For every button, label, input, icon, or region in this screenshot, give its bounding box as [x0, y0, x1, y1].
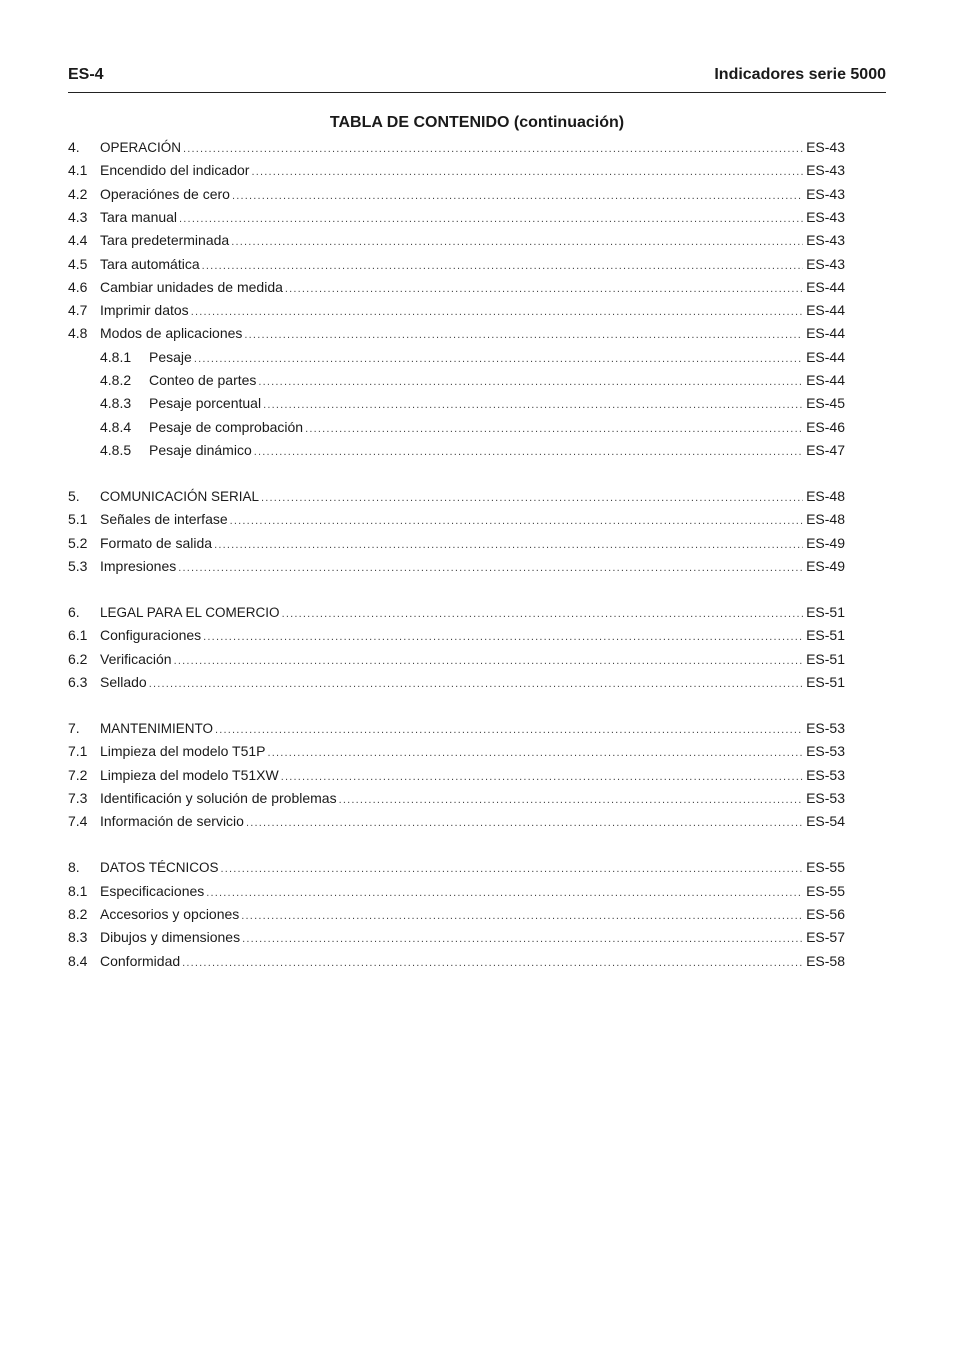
toc-entry[interactable] — [68, 253, 845, 275]
dot-leader — [221, 858, 804, 880]
dot-leader — [254, 441, 803, 463]
toc-entry[interactable] — [68, 787, 845, 809]
toc-entry-page: ES-44 — [806, 372, 845, 388]
toc-entry-number: 7.1 — [68, 743, 88, 760]
dot-leader — [261, 487, 803, 509]
toc-entry[interactable] — [68, 555, 845, 577]
toc-entry-page: ES-54 — [806, 813, 845, 830]
toc-entry-title: Modos de aplicaciones — [100, 325, 243, 342]
toc-entry-page: ES-45 — [806, 395, 845, 412]
toc-entry[interactable] — [68, 183, 845, 205]
toc-entry[interactable] — [68, 508, 845, 530]
dot-leader — [268, 742, 804, 764]
toc-entry-title: Conformidad — [100, 952, 181, 969]
dot-leader — [282, 603, 804, 625]
toc-entry-number: 4.8.4 — [100, 418, 132, 435]
dot-leader — [182, 952, 803, 974]
toc-entry-title: Cambiar unidades de medida — [100, 278, 283, 295]
toc-entry-number: 4.8.5 — [100, 441, 132, 458]
dot-leader — [263, 394, 803, 416]
dot-leader — [202, 255, 803, 277]
toc-entry-title: Tara predeterminada — [100, 232, 230, 249]
toc-entry[interactable] — [68, 880, 845, 902]
toc-entry-title: Información de servicio — [100, 813, 244, 830]
dot-leader — [339, 789, 804, 811]
toc-entry-number: 6.3 — [68, 673, 88, 690]
toc-entry-title: Pesaje porcentual — [149, 395, 262, 412]
page-code: ES-4 — [68, 66, 104, 83]
dot-leader — [178, 557, 803, 579]
toc-entry-page: ES-43 — [806, 232, 845, 249]
toc-entry-number: 4.8.2 — [100, 372, 132, 388]
toc-entry-title: OPERACIÓN — [100, 140, 182, 155]
toc-entry[interactable] — [68, 856, 845, 878]
toc-entry[interactable] — [68, 206, 845, 228]
toc-entry-number: 4.7 — [68, 302, 88, 319]
toc-entry-title: Accesorios y opciones — [100, 905, 240, 922]
toc-entry-page: ES-43 — [806, 162, 845, 179]
toc-entry-title: Pesaje — [149, 348, 192, 365]
toc-entry-title: Conteo de partes — [149, 372, 257, 388]
dot-leader — [241, 905, 803, 927]
toc-entry-title: Configuraciones — [100, 627, 202, 644]
toc-entry[interactable] — [68, 346, 845, 368]
toc-entry[interactable] — [68, 717, 845, 739]
toc-entry-number: 4.5 — [68, 255, 88, 272]
toc-entry[interactable] — [68, 950, 845, 972]
toc-entry-title: Identificación y solución de problemas — [100, 789, 337, 806]
toc-entry-title: Imprimir datos — [100, 302, 189, 319]
toc-entry-title: Dibujos y dimensiones — [100, 929, 241, 946]
dot-leader — [232, 185, 803, 207]
toc-entry-page: ES-46 — [806, 418, 845, 435]
toc-entry-title: Impresiones — [100, 557, 177, 574]
toc-entry-page: ES-51 — [806, 604, 845, 620]
toc-entry-number: 6. — [68, 604, 80, 620]
header-divider — [68, 92, 886, 93]
toc-entry[interactable] — [68, 648, 845, 670]
toc-entry[interactable] — [68, 740, 845, 762]
toc-entry-number: 4. — [68, 139, 80, 155]
toc-entry-number: 7.2 — [68, 766, 88, 783]
toc-entry-page: ES-55 — [806, 882, 845, 899]
toc-entry[interactable] — [68, 392, 845, 414]
toc-entry-page: ES-53 — [806, 766, 845, 783]
toc-entry-page: ES-51 — [806, 650, 845, 667]
dot-leader — [179, 208, 803, 230]
dot-leader — [281, 766, 803, 788]
toc-entry-page: ES-48 — [806, 488, 845, 504]
toc-entry-title: Tara automática — [100, 255, 200, 272]
toc-entry-title: COMUNICACIÓN SERIAL — [100, 489, 260, 504]
toc-entry-title: Pesaje de comprobación — [149, 418, 304, 435]
toc-entry[interactable] — [68, 485, 845, 507]
dot-leader — [305, 418, 803, 440]
toc-entry-number: 5.3 — [68, 557, 88, 574]
toc-entry-number: 4.8 — [68, 325, 88, 342]
toc-entry-page: ES-51 — [806, 627, 845, 644]
toc-entry[interactable] — [68, 369, 845, 391]
toc-entry[interactable] — [68, 926, 845, 948]
toc-entry-number: 5.1 — [68, 511, 88, 528]
dot-leader — [206, 882, 803, 904]
toc-entry[interactable] — [68, 299, 845, 321]
toc-entry-title: Verificación — [100, 650, 172, 667]
toc-entry-page: ES-51 — [806, 673, 845, 690]
toc-entry-page: ES-43 — [806, 185, 845, 202]
toc-entry-title: Tara manual — [100, 208, 178, 225]
toc-entry[interactable] — [68, 136, 845, 158]
dot-leader — [183, 138, 803, 160]
toc-entry[interactable] — [68, 229, 845, 251]
toc-entry-page: ES-44 — [806, 278, 845, 295]
dot-leader — [251, 161, 803, 183]
toc-entry-page: ES-44 — [806, 325, 845, 342]
toc-entry-page: ES-44 — [806, 302, 845, 319]
toc-entry[interactable] — [68, 624, 845, 646]
dot-leader — [174, 650, 803, 672]
toc-entry-number: 8.3 — [68, 929, 88, 946]
toc-entry-title: Especificaciones — [100, 882, 205, 899]
toc-entry[interactable] — [68, 903, 845, 925]
toc-entry-number: 5. — [68, 488, 80, 504]
toc-entry-title: Pesaje dinámico — [149, 441, 252, 458]
toc-entry-page: ES-43 — [806, 255, 845, 272]
toc-entry-page: ES-53 — [806, 789, 845, 806]
toc-entry-number: 8.4 — [68, 952, 88, 969]
toc-entry-number: 4.8.1 — [100, 348, 132, 365]
toc-entry-page: ES-56 — [806, 905, 845, 922]
toc-entry-number: 4.4 — [68, 232, 88, 249]
dot-leader — [194, 348, 803, 370]
toc-entry-title: Señales de interfase — [100, 511, 228, 528]
toc-entry[interactable] — [68, 601, 845, 623]
toc-entry-page: ES-58 — [806, 952, 845, 969]
toc-entry[interactable] — [68, 159, 845, 181]
dot-leader — [215, 719, 803, 741]
toc-entry-page: ES-53 — [806, 720, 845, 736]
toc-entry-page: ES-48 — [806, 511, 845, 528]
toc-entry[interactable] — [68, 764, 845, 786]
dot-leader — [244, 324, 803, 346]
page-header — [68, 66, 886, 90]
toc-entry-title: Limpieza del modelo T51XW — [100, 766, 279, 783]
toc-entry-number: 4.1 — [68, 162, 88, 179]
toc-entry-page: ES-53 — [806, 743, 845, 760]
toc-entry-title: Operaciónes de cero — [100, 185, 230, 202]
dot-leader — [230, 510, 803, 532]
toc-entry-title: LEGAL PARA EL COMERCIO — [100, 605, 280, 620]
toc-entry-number: 4.8.3 — [100, 395, 132, 412]
toc-entry[interactable] — [68, 439, 845, 461]
toc-entry-title: Limpieza del modelo T51P — [100, 743, 266, 760]
toc-entry-page: ES-43 — [806, 208, 845, 225]
toc-entry-page: ES-57 — [806, 929, 845, 946]
toc-title: TABLA DE CONTENIDO (continuación) — [329, 114, 625, 131]
toc-entry[interactable] — [68, 810, 845, 832]
toc-entry[interactable] — [68, 416, 845, 438]
toc-entry-number: 8.1 — [68, 882, 88, 899]
toc-entry-page: ES-44 — [806, 348, 845, 365]
toc-entry-page: ES-43 — [806, 139, 845, 155]
toc-entry-page: ES-47 — [806, 441, 845, 458]
toc-entry-number: 4.6 — [68, 278, 88, 295]
dot-leader — [285, 278, 803, 300]
dot-leader — [231, 231, 803, 253]
dot-leader — [242, 928, 803, 950]
toc-entry-number: 8.2 — [68, 905, 88, 922]
dot-leader — [149, 673, 803, 695]
toc-entry[interactable] — [68, 322, 845, 344]
dot-leader — [246, 812, 803, 834]
toc-entry-page: ES-49 — [806, 534, 845, 551]
toc-entry-page: ES-55 — [806, 859, 845, 876]
toc-entry-title: MANTENIMIENTO — [100, 721, 214, 736]
dot-leader — [203, 626, 803, 648]
dot-leader — [214, 534, 803, 556]
toc-entry[interactable] — [68, 276, 845, 298]
toc-entry[interactable] — [68, 532, 845, 554]
toc-entry-number: 6.1 — [68, 627, 88, 644]
toc-entry-number: 5.2 — [68, 534, 88, 551]
toc-entry[interactable] — [68, 671, 845, 693]
toc-entry-title: Sellado — [100, 673, 147, 690]
dot-leader — [191, 301, 803, 323]
document-title: Indicadores serie 5000 — [714, 66, 886, 83]
dot-leader — [258, 371, 803, 393]
toc-entry-number: 7.3 — [68, 789, 88, 806]
toc-entry-title: Formato de salida — [100, 534, 213, 551]
toc-entry-number: 7.4 — [68, 813, 88, 830]
toc-entry-title: Encendido del indicador — [100, 162, 250, 179]
toc-entry-page: ES-49 — [806, 557, 845, 574]
toc-entry-number: 7. — [68, 720, 80, 736]
toc-entry-number: 4.2 — [68, 185, 88, 202]
toc-entry-title: DATOS TÉCNICOS — [100, 860, 219, 876]
toc-entry-number: 8. — [68, 859, 80, 876]
toc-entry-number: 6.2 — [68, 650, 88, 667]
toc-entry-number: 4.3 — [68, 208, 88, 225]
